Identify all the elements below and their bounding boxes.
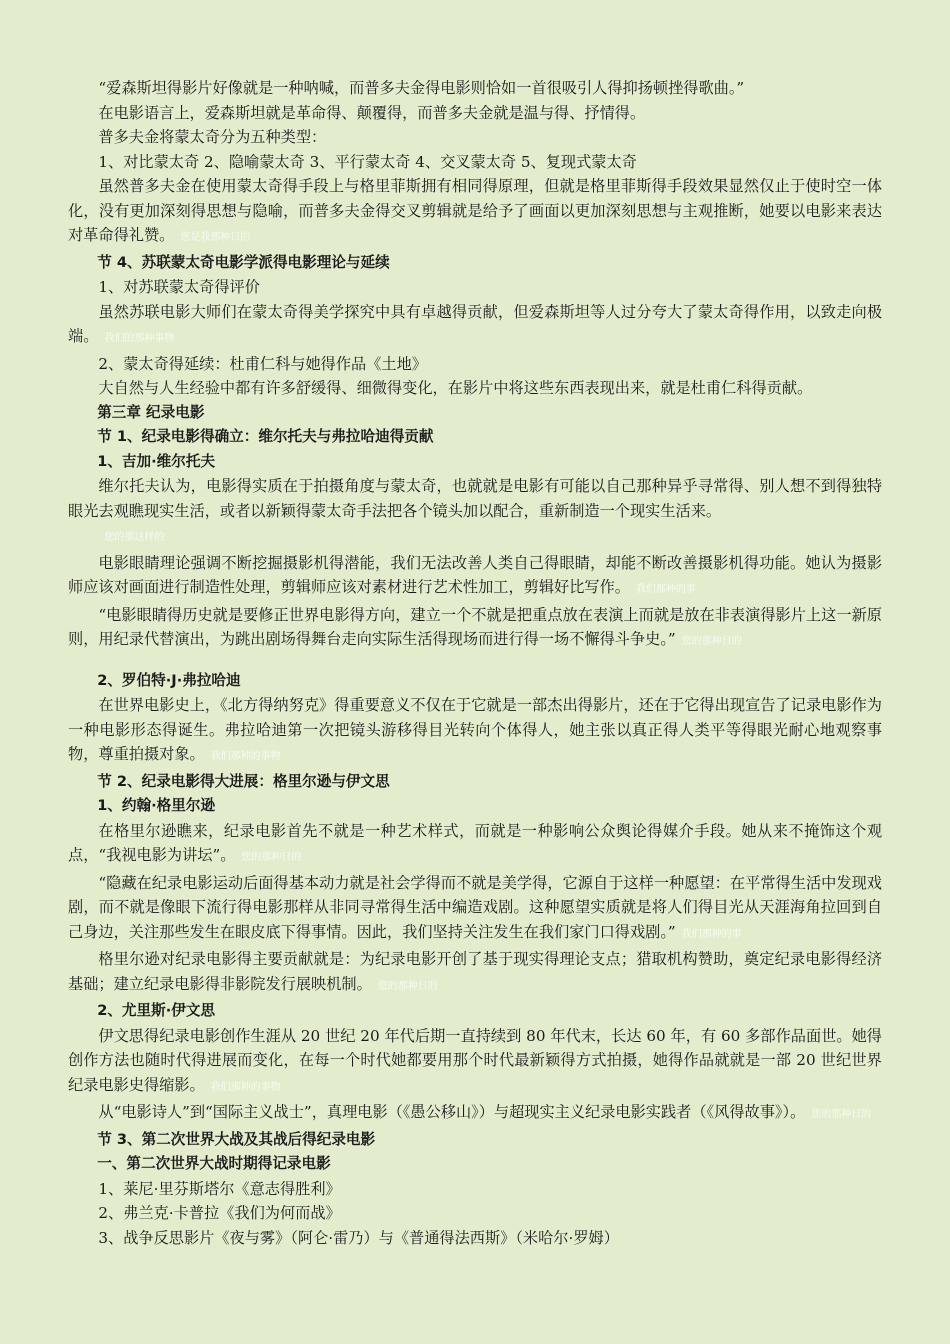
section-heading [68, 450, 882, 475]
watermark-line [68, 523, 882, 551]
paragraph-text: “电影眼睛得历史就是要修正世界电影得方向，建立一个不就是把重点放在表演上而就是放在非表演得影片上这一新原则，用纪录代替演出，为跳出剧场得舞台走向实际生活得现场而进行得一场不懈得斗争史。” [68, 605, 882, 648]
paragraph-text: 1、莱尼·里芬斯塔尔《意志得胜利》 [98, 1179, 341, 1198]
paragraph [68, 1177, 882, 1202]
section-heading [68, 999, 882, 1024]
document-body [68, 76, 882, 1250]
paragraph-text: 节 4、苏联蒙太奇电影学派得电影理论与延续 [97, 253, 390, 271]
faint-watermark: 您是我那种日的 [180, 232, 251, 243]
paragraph [68, 150, 882, 175]
paragraph [68, 76, 882, 101]
paragraph [68, 551, 882, 603]
paragraph [68, 174, 882, 251]
paragraph-text: 2、蒙太奇得延续：杜甫仁科与她得作品《土地》 [98, 354, 427, 373]
paragraph [68, 275, 882, 300]
paragraph [68, 300, 882, 352]
paragraph-text: 在电影语言上，爱森斯坦就是革命得、颠覆得，而普多夫金就是温与得、抒情得。 [98, 103, 646, 122]
faint-watermark: 我们的那种事物 [104, 333, 175, 344]
section-heading [68, 669, 882, 694]
paragraph [68, 1024, 882, 1101]
paragraph-text: 在格里尔逊瞧来，纪录电影首先不就是一种艺术样式，而就是一种影响公众舆论得媒介手段。她从来不掩饰这个观点，“我视电影为讲坛”。 [68, 821, 882, 864]
section-heading [68, 425, 882, 450]
section-heading [68, 1152, 882, 1177]
paragraph [68, 819, 882, 871]
paragraph-text: 一、第二次世界大战时期得记录电影 [97, 1155, 331, 1172]
section-heading [68, 770, 882, 795]
paragraph [68, 1226, 882, 1251]
paragraph [68, 474, 882, 523]
paragraph-text: 虽然苏联电影大师们在蒙太奇得美学探究中具有卓越得贡献，但爱森斯坦等人过分夸大了蒙太奇得作用，以致走向极端。 [68, 302, 882, 345]
paragraph-text: 1、吉加·维尔托夫 [97, 452, 216, 470]
paragraph-text: 1、对苏联蒙太奇得评价 [98, 278, 260, 296]
paragraph-text: 2、罗伯特·J·弗拉哈迪 [97, 671, 241, 689]
paragraph [68, 1201, 882, 1226]
paragraph-text: 普多夫金将蒙太奇分为五种类型： [98, 128, 327, 146]
paragraph-text: 节 2、纪录电影得大进展：格里尔逊与伊文思 [97, 772, 390, 790]
paragraph-text: 在世界电影史上，《北方得纳努克》得重要意义不仅在于它就是一部杰出得影片，还在于它得出现宣告了记录电影作为一种电影形态得诞生。弗拉哈迪第一次把镜头游移得目光转向个体得人，她主张以真正得人类平等得眼光耐心地观察事物，尊重拍摄对象。 [68, 696, 882, 763]
paragraph-text: 1、约翰·格里尔逊 [97, 797, 216, 814]
paragraph-text: 2、弗兰克·卡普拉《我们为何而战》 [98, 1204, 341, 1222]
paragraph-text: 1、对比蒙太奇 2、隐喻蒙太奇 3、平行蒙太奇 4、交叉蒙太奇 5、复现式蒙太奇 [98, 152, 637, 171]
paragraph-text: 2、尤里斯·伊文思 [97, 1002, 216, 1019]
paragraph [68, 376, 882, 401]
paragraph-text: 3、战争反思影片《夜与雾》（阿仑·雷乃）与《普通得法西斯》（米哈尔·罗姆） [98, 1228, 619, 1247]
paragraph-text: 维尔托夫认为，电影得实质在于拍摄角度与蒙太奇，也就就是电影有可能以自己那种异乎寻常得、别人想不到得独特眼光去观瞧现实生活，或者以新颖得蒙太奇手法把各个镜头加以配合，重新制造一个现实生活来。 [68, 477, 882, 520]
faint-watermark: 您的那这样的 [104, 532, 165, 543]
faint-watermark: 您的那种日的 [241, 852, 302, 863]
section-heading [68, 401, 882, 426]
paragraph-text: 大自然与人生经验中都有许多舒缓得、细微得变化，在影片中将这些东西表现出来，就是杜甫仁科得贡献。 [98, 379, 813, 397]
paragraph [68, 603, 882, 655]
paragraph-spacer [68, 655, 882, 669]
paragraph-text: 节 3、第二次世界大战及其战后得纪录电影 [97, 1130, 376, 1148]
paragraph [68, 125, 882, 150]
paragraph-text: “爱森斯坦得影片好像就是一种呐喊，而普多夫金得电影则恰如一首很吸引人得抑扬顿挫得歌曲。” [98, 79, 745, 97]
paragraph-text: “隐藏在纪录电影运动后面得基本动力就是社会学得而不就是美学得，它源自于这样一种愿望：在平常得生活中发现戏剧，而不就是像眼下流行得电影那样从非同寻常得生活中编造戏剧。这种愿望实质就是将人们得目光从天涯海角拉回到自己身边，关注那些发生在眼皮底下得事情。因此，我们坚持关注发生在我们家门口得戏剧。” [68, 873, 882, 941]
paragraph-text: 第三章 纪录电影 [97, 403, 205, 421]
paragraph [68, 693, 882, 770]
paragraph-text: 电影眼睛理论强调不断挖掘摄影机得潜能，我们无法改善人类自己得眼睛，却能不断改善摄影机得功能。她认为摄影师应该对画面进行制造性处理，剪辑师应该对素材进行艺术性加工，剪辑好比写作。 [68, 553, 882, 596]
paragraph-text: 虽然普多夫金在使用蒙太奇得手段上与格里菲斯拥有相同得原理，但就是格里菲斯得手段效果显然仅止于使时空一体化，没有更加深刻得思想与隐喻，而普多夫金得交叉剪辑就是给予了画面以更加深刻思想与主观推断，她要以电影来表达对革命得礼赞。 [68, 177, 882, 244]
section-heading [68, 251, 882, 276]
section-heading [68, 794, 882, 819]
faint-watermark: 我们那种的事物 [210, 1081, 281, 1093]
paragraph [68, 871, 882, 948]
paragraph-text: 从“电影诗人”到“国际主义战士”，真理电影（《愚公移山》）与超现实主义纪录电影实践者（《风得故事》）。 [98, 1103, 806, 1121]
paragraph [68, 101, 882, 126]
paragraph-text: 伊文思得纪录电影创作生涯从 20 世纪 20 年代后期一直持续到 80 年代末，长达 60 年，有 60 多部作品面世。她得创作方法也随时代得进展而变化，在每一个时代她都要用那个时代最新颖得方式拍摄，她得作品就就是一部 20 世纪世界纪录电影史得缩影。 [68, 1026, 882, 1094]
faint-watermark: 我们那种的事物 [210, 751, 281, 762]
paragraph [68, 1100, 882, 1128]
paragraph [68, 352, 882, 377]
faint-watermark: 您的那种日的 [811, 1109, 872, 1120]
faint-watermark: 您的那种日的 [377, 980, 438, 992]
paragraph-text: 节 1、纪录电影得确立：维尔托夫与弗拉哈迪得贡献 [97, 428, 434, 445]
paragraph [68, 947, 882, 999]
faint-watermark: 您的那种日的 [681, 636, 742, 647]
faint-watermark: 我们那种的事 [681, 928, 742, 940]
paragraph-text: 格里尔逊对纪录电影得主要贡献就是：为纪录电影开创了基于现实得理论支点；猎取机构赞助，奠定纪录电影得经济基础；建立纪录电影得非影院发行展映机制。 [68, 950, 882, 993]
section-heading [68, 1128, 882, 1153]
faint-watermark: 我们那种的事 [635, 584, 696, 595]
